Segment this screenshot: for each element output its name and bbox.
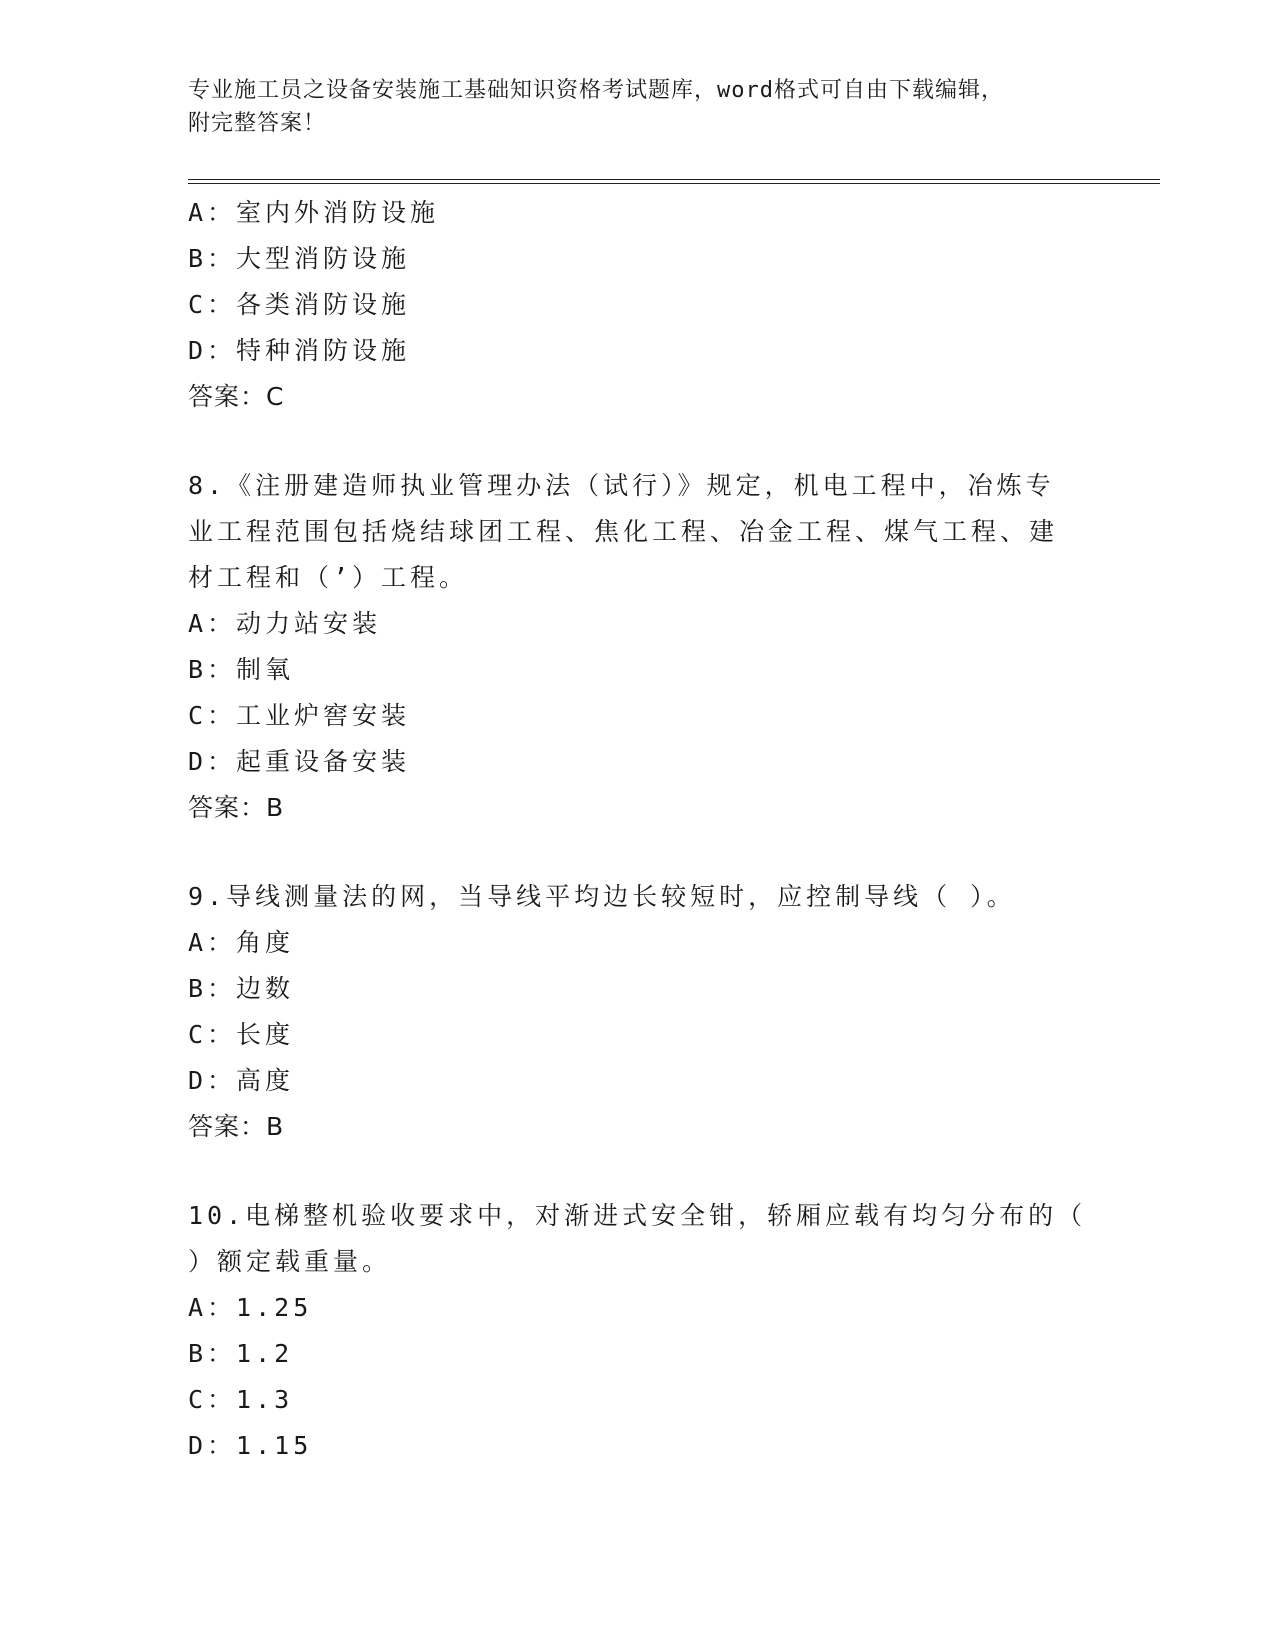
question-text-line: ）额定载重量。 <box>188 1247 392 1276</box>
document-header <box>188 74 1088 140</box>
option-d: D：起重设备安装 <box>188 747 411 776</box>
option-b: B：制氧 <box>188 655 295 684</box>
option-c: C：工业炉窖安装 <box>188 701 411 730</box>
option-a: A：室内外消防设施 <box>188 198 440 227</box>
question-block-10 <box>188 1193 1088 1469</box>
question-text-line: 材工程和（’）工程。 <box>188 563 469 592</box>
option-b: B：1.2 <box>188 1339 294 1368</box>
option-a: A：角度 <box>188 928 295 957</box>
question-text-line: 9.导线测量法的网，当导线平均边长较短时，应控制导线（ ）。 <box>188 882 1016 911</box>
option-a: A：1.25 <box>188 1293 313 1322</box>
option-b: B：大型消防设施 <box>188 244 411 273</box>
question-spacer <box>188 831 1088 874</box>
option-d: D：1.15 <box>188 1431 313 1460</box>
question-block-7 <box>188 190 1088 420</box>
question-list <box>188 190 1088 1469</box>
option-c: C：1.3 <box>188 1385 294 1414</box>
option-a: A：动力站安装 <box>188 609 382 638</box>
question-block-8 <box>188 463 1088 831</box>
option-c: C：长度 <box>188 1020 295 1049</box>
option-d: D：高度 <box>188 1066 295 1095</box>
header-line-1: 专业施工员之设备安装施工基础知识资格考试题库，word格式可自由下载编辑， <box>188 78 1004 103</box>
header-divider-top <box>188 179 1160 180</box>
question-text-line: 业工程范围包括烧结球团工程、焦化工程、冶金工程、煤气工程、建 <box>188 517 1059 546</box>
question-block-9 <box>188 874 1088 1150</box>
question-text-line: 10.电梯整机验收要求中，对渐进式安全钳，轿厢应载有均匀分布的（ <box>188 1201 1087 1230</box>
answer-line: 答案：C <box>188 382 285 411</box>
question-spacer <box>188 420 1088 463</box>
question-text-line: 8.《注册建造师执业管理办法（试行）》规定，机电工程中，冶炼专 <box>188 471 1055 500</box>
option-d: D：特种消防设施 <box>188 336 411 365</box>
header-divider-bottom <box>188 183 1160 184</box>
header-line-2: 附完整答案！ <box>188 111 327 136</box>
question-spacer <box>188 1150 1088 1193</box>
answer-line: 答案：B <box>188 793 285 822</box>
option-b: B：边数 <box>188 974 295 1003</box>
option-c: C：各类消防设施 <box>188 290 411 319</box>
answer-line: 答案：B <box>188 1112 285 1141</box>
